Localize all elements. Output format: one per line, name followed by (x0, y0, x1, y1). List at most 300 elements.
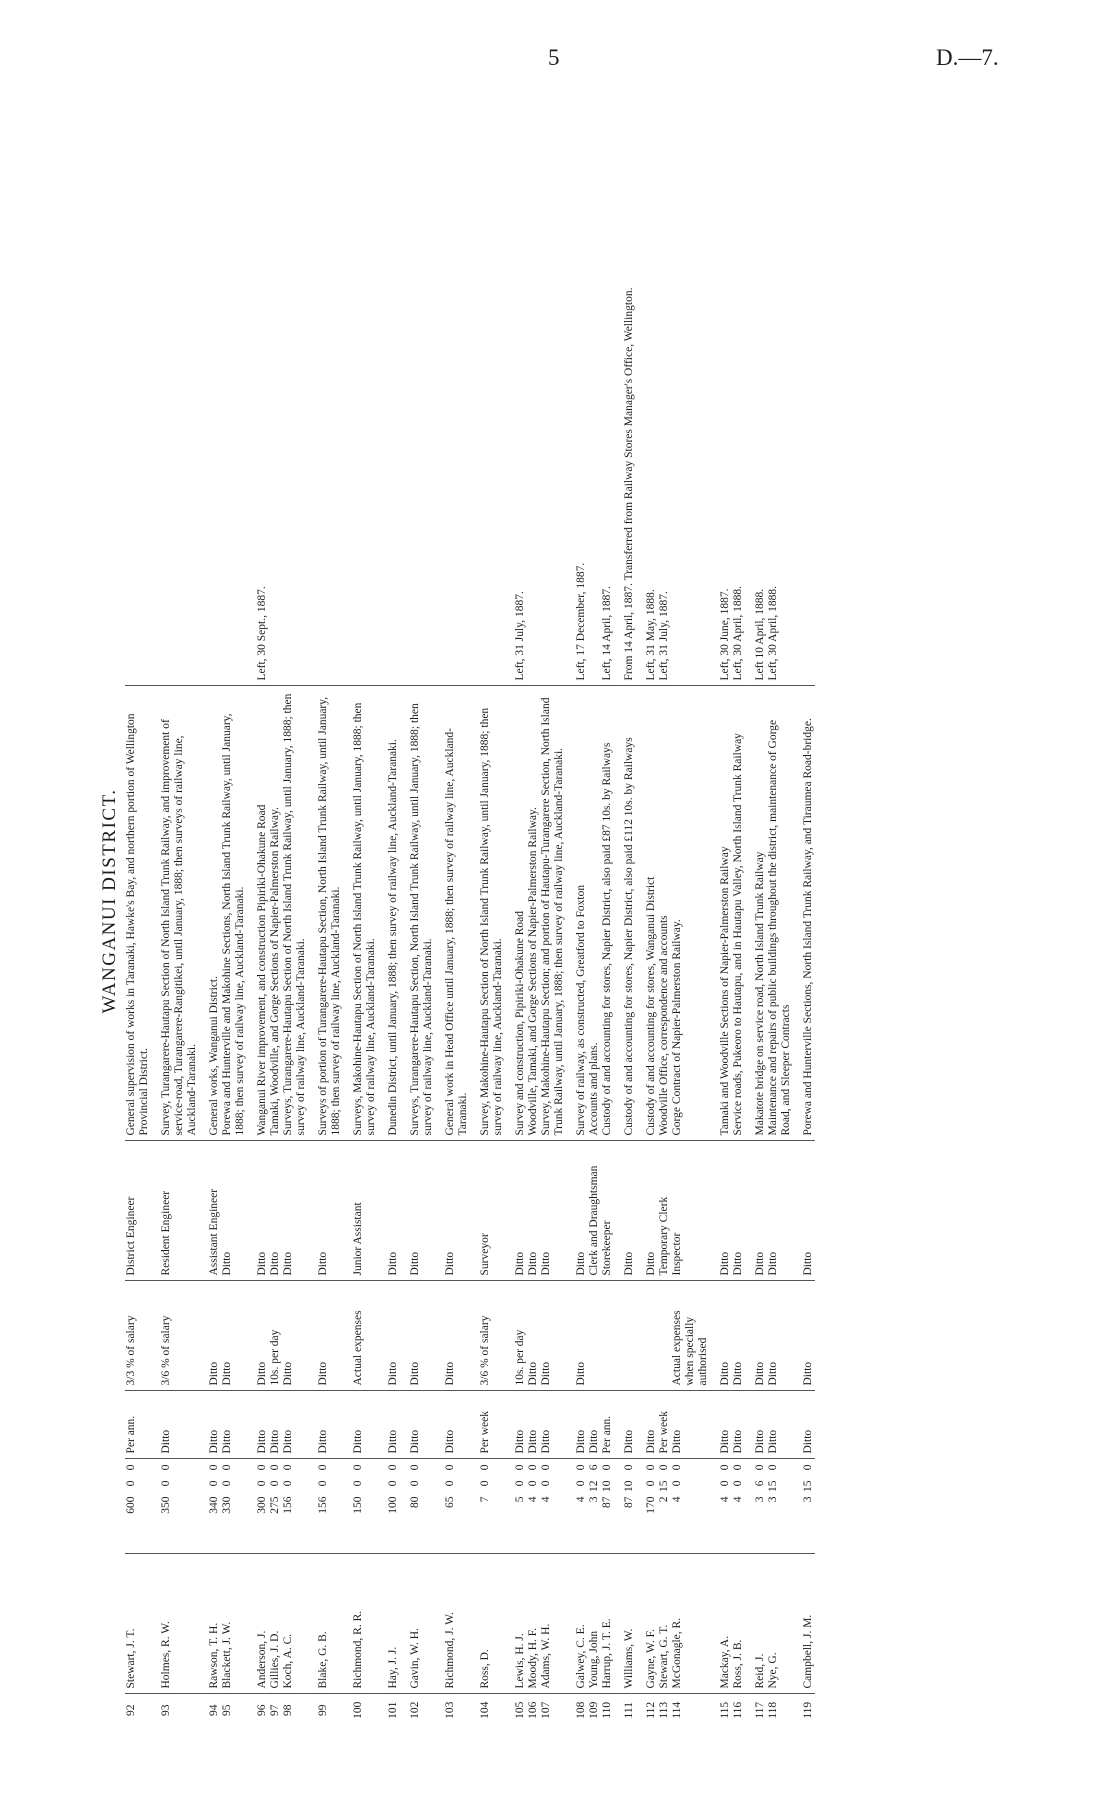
staff-position: Ditto (269, 1141, 282, 1281)
salary-pence: 0 (802, 1464, 814, 1471)
salary-period: Ditto (802, 1391, 815, 1459)
remarks (208, 76, 221, 686)
staff-name: Moody, H. F. (527, 1554, 540, 1694)
staff-name: Richmond, R. R. (352, 1554, 378, 1694)
gap-cell (793, 1391, 802, 1459)
gap-cell (199, 686, 208, 1141)
salary-amount (282, 1459, 308, 1554)
duty-description: Survey, Makohine-Hautapu Section of North Island Trunk Railway, until January, 1888; then survey of railway line, Auckland-Taranaki. (479, 686, 505, 1141)
salary-amount (125, 1459, 151, 1554)
travelling-allowance: Ditto (221, 1281, 247, 1391)
salary-amount (444, 1459, 470, 1554)
salary-period: Ditto (588, 1391, 601, 1459)
gap-cell (614, 1391, 623, 1459)
salary-pence: 0 (479, 1464, 491, 1471)
gap-cell (710, 76, 719, 686)
gap-cell (435, 1554, 444, 1694)
travelling-allowance: Ditto (387, 1281, 400, 1391)
salary-pounds: 3 (588, 1496, 600, 1503)
salary-period: Per week (479, 1391, 505, 1459)
salary-amount (160, 1459, 199, 1554)
gap-cell (400, 76, 409, 686)
salary-amount (575, 1459, 588, 1554)
salary-pounds: 4 (540, 1496, 552, 1503)
salary-shillings: 15 (802, 1480, 814, 1492)
table-row (645, 76, 658, 1726)
salary-period: Ditto (269, 1391, 282, 1459)
duty-description: Surveys, Turangarere-Hautapu Section, North Island Trunk Railway, until January, 1888; then survey of railway line, Auckland-Taranaki. (409, 686, 435, 1141)
staff-name: Richmond, J. W. (444, 1554, 470, 1694)
salary-pounds: 2 (658, 1496, 670, 1503)
gap-cell (505, 1459, 514, 1554)
gap-cell (400, 1141, 409, 1281)
salary-pence: 0 (409, 1464, 421, 1471)
gap-cell (343, 1459, 352, 1554)
salary-shillings: 6 (754, 1480, 766, 1487)
salary-period: Ditto (221, 1391, 247, 1459)
gap-cell (636, 686, 645, 1141)
row-gap (614, 76, 623, 1726)
gap-cell (505, 686, 514, 1141)
gap-cell (793, 686, 802, 1141)
gap-cell (793, 76, 802, 686)
table-row (444, 76, 470, 1726)
staff-name: Adams, W. H. (540, 1554, 566, 1694)
salary-pounds: 350 (160, 1496, 172, 1514)
salary-shillings: 0 (527, 1480, 539, 1487)
salary-amount (208, 1459, 221, 1554)
remarks (160, 76, 199, 686)
remarks (802, 76, 815, 686)
travelling-allowance: Ditto (527, 1281, 540, 1391)
salary-amount (754, 1459, 767, 1554)
gap-cell (247, 1459, 256, 1554)
gap-cell (505, 1694, 514, 1726)
remarks (125, 76, 151, 686)
row-gap (505, 76, 514, 1726)
gap-cell (793, 1141, 802, 1281)
salary-period: Ditto (208, 1391, 221, 1459)
duty-description: Porewa and Hunterville Sections, North Island Trunk Railway, and Tiraumea Road-bridge. (802, 686, 815, 1141)
row-gap (308, 76, 317, 1726)
travelling-allowance: 10s. per day (269, 1281, 282, 1391)
salary-pounds: 340 (208, 1496, 220, 1514)
travelling-allowance: Ditto (754, 1281, 767, 1391)
salary-pounds: 65 (444, 1496, 456, 1508)
duty-description: Survey of railway, as constructed, Greatford to Foxton (575, 686, 588, 1141)
staff-position: Ditto (732, 1141, 745, 1281)
row-number: 92 (125, 1694, 151, 1726)
row-number: 109 (588, 1694, 601, 1726)
staff-name: Hay, J. J. (387, 1554, 400, 1694)
table-row (125, 76, 151, 1726)
gap-cell (199, 1391, 208, 1459)
salary-pence: 6 (588, 1464, 600, 1471)
gap-cell (247, 76, 256, 686)
table-row (352, 76, 378, 1726)
gap-cell (614, 1459, 623, 1554)
salary-period: Ditto (317, 1391, 343, 1459)
salary-pounds: 4 (719, 1496, 731, 1503)
gap-cell (435, 76, 444, 686)
salary-shillings: 0 (575, 1480, 587, 1487)
gap-cell (199, 1694, 208, 1726)
gap-cell (710, 1554, 719, 1694)
row-number: 113 (658, 1694, 671, 1726)
salary-amount (671, 1459, 710, 1554)
salary-shillings: 10 (623, 1480, 635, 1492)
table-row (575, 76, 588, 1726)
gap-cell (566, 1459, 575, 1554)
salary-pounds: 150 (352, 1496, 364, 1514)
gap-cell (308, 1141, 317, 1281)
salary-pounds: 3 (767, 1496, 779, 1503)
salary-amount (256, 1459, 269, 1554)
staff-position: Storekeeper (601, 1141, 614, 1281)
table-row (719, 76, 732, 1726)
staff-name: McGonagle, R. (671, 1554, 710, 1694)
salary-shillings: 0 (221, 1480, 233, 1487)
gap-cell (435, 1459, 444, 1554)
travelling-allowance: Actual expenses (352, 1281, 378, 1391)
travelling-allowance: 3/3 % of salary (125, 1281, 151, 1391)
salary-pence: 0 (540, 1464, 552, 1471)
gap-cell (151, 1281, 160, 1391)
salary-shillings: 0 (160, 1480, 172, 1487)
salary-period: Per ann. (125, 1391, 151, 1459)
gap-cell (343, 76, 352, 686)
duty-description: General work in Head Office until January, 1888; then survey of railway line, Auckland-Taranaki. (444, 686, 470, 1141)
gap-cell (199, 76, 208, 686)
gap-cell (247, 1554, 256, 1694)
duty-description: Wanganui River improvement, and construction Pipiriki-Ohakune Road (256, 686, 269, 1141)
staff-name: Anderson, J. (256, 1554, 269, 1694)
salary-pence: 0 (754, 1464, 766, 1471)
travelling-allowance: Ditto (575, 1281, 588, 1391)
row-number: 102 (409, 1694, 435, 1726)
salary-amount (719, 1459, 732, 1554)
salary-amount (658, 1459, 671, 1554)
gap-cell (505, 76, 514, 686)
row-number: 100 (352, 1694, 378, 1726)
row-number: 107 (540, 1694, 566, 1726)
duty-description: Woodville Office, correspondence and accounts (658, 686, 671, 1141)
staff-position: Ditto (645, 1141, 658, 1281)
row-gap (793, 76, 802, 1726)
salary-shillings: 15 (658, 1480, 670, 1492)
table-row (208, 76, 221, 1726)
table-row (282, 76, 308, 1726)
staff-name: Koch, A. C. (282, 1554, 308, 1694)
salary-pence: 0 (160, 1464, 172, 1471)
duty-description: Surveys of portion of Turangarere-Hautapu Section, North Island Trunk Railway, until January, 1888; then survey of railway line, Auckland-Taranaki. (317, 686, 343, 1141)
row-number: 93 (160, 1694, 199, 1726)
remarks: Left, 31 July, 1887. (514, 591, 526, 681)
page-number: 5 (548, 45, 560, 70)
gap-cell (308, 1391, 317, 1459)
salary-period: Ditto (575, 1391, 588, 1459)
salary-pence: 0 (601, 1464, 613, 1471)
gap-cell (745, 686, 754, 1141)
duty-description: Custody of and accounting for stores, Wanganui District (645, 686, 658, 1141)
gap-cell (400, 1391, 409, 1459)
document-reference: D.—7. (936, 45, 999, 70)
salary-shillings: 0 (540, 1480, 552, 1487)
salary-period: Ditto (387, 1391, 400, 1459)
table-row (387, 76, 400, 1726)
salary-pounds: 4 (732, 1496, 744, 1503)
salary-pounds: 330 (221, 1496, 233, 1514)
gap-cell (308, 1281, 317, 1391)
gap-cell (400, 1281, 409, 1391)
gap-cell (710, 1391, 719, 1459)
gap-cell (614, 1281, 623, 1391)
gap-cell (199, 1281, 208, 1391)
gap-cell (470, 686, 479, 1141)
table-row (754, 76, 767, 1726)
salary-pence: 0 (125, 1464, 137, 1471)
gap-cell (378, 686, 387, 1141)
salary-shillings: 0 (269, 1480, 281, 1487)
gap-cell (247, 1694, 256, 1726)
duty-description: Makatote bridge on service road, North Island Trunk Railway (754, 686, 767, 1141)
gap-cell (247, 1391, 256, 1459)
gap-cell (505, 1141, 514, 1281)
travelling-allowance: Ditto (767, 1281, 793, 1391)
salary-shillings: 0 (317, 1480, 329, 1487)
gap-cell (566, 1281, 575, 1391)
gap-cell (308, 1459, 317, 1554)
staff-name: Stewart, G. T. (658, 1554, 671, 1694)
row-number: 105 (514, 1694, 527, 1726)
salary-period: Ditto (540, 1391, 566, 1459)
salary-pence: 0 (645, 1464, 657, 1471)
row-number: 118 (767, 1694, 793, 1726)
staff-position: Ditto (754, 1141, 767, 1281)
salary-pence: 0 (732, 1464, 744, 1471)
gap-cell (614, 1141, 623, 1281)
remarks: Left, 30 Sept., 1887. (256, 586, 268, 681)
district-title: WANGANUI DISTRICT. (99, 788, 120, 1014)
remarks (527, 76, 540, 686)
gap-cell (566, 1391, 575, 1459)
gap-cell (566, 76, 575, 686)
row-number: 95 (221, 1694, 247, 1726)
gap-cell (505, 1391, 514, 1459)
salary-pounds: 7 (479, 1496, 491, 1503)
salary-pounds: 5 (514, 1496, 526, 1503)
staff-name: Williams, W. (623, 1554, 636, 1694)
row-number: 110 (601, 1694, 614, 1726)
gap-cell (308, 686, 317, 1141)
staff-position: Assistant Engineer (208, 1141, 221, 1281)
gap-cell (566, 686, 575, 1141)
salary-amount (527, 1459, 540, 1554)
gap-cell (710, 1141, 719, 1281)
gap-cell (343, 1554, 352, 1694)
remarks (444, 76, 470, 686)
duty-description: Gorge Contract of Napier-Palmerston Railway. (671, 686, 710, 1141)
salary-pounds: 170 (645, 1496, 657, 1514)
remarks: Left, 31 July, 1887. (658, 591, 670, 681)
gap-cell (400, 1459, 409, 1554)
gap-cell (636, 1554, 645, 1694)
gap-cell (793, 1459, 802, 1554)
salary-pounds: 300 (256, 1496, 268, 1514)
table-row (317, 76, 343, 1726)
remarks (282, 76, 308, 686)
row-gap (247, 76, 256, 1726)
staff-name: Gavin, W. H. (409, 1554, 435, 1694)
duty-description: Tamaki, Woodville, and Gorge Sections of Napier-Palmerston Railway. (269, 686, 282, 1141)
staff-name: Holmes, R. W. (160, 1554, 199, 1694)
salary-amount (802, 1459, 815, 1554)
gap-cell (745, 1694, 754, 1726)
gap-cell (745, 1459, 754, 1554)
table-row (767, 76, 793, 1726)
salary-pounds: 80 (409, 1496, 421, 1508)
table-row (221, 76, 247, 1726)
gap-cell (308, 76, 317, 686)
staff-position: Clerk and Draughtsman (588, 1141, 601, 1281)
gap-cell (793, 1281, 802, 1391)
gap-cell (378, 1391, 387, 1459)
staff-position: Ditto (802, 1141, 815, 1281)
travelling-allowance: Actual expenses when specially authorised (671, 1281, 710, 1391)
staff-name: Stewart, J. T. (125, 1554, 151, 1694)
gap-cell (614, 686, 623, 1141)
remarks (221, 76, 247, 686)
staff-position: Ditto (317, 1141, 343, 1281)
duty-description: Custody of and accounting for stores, Napier District, also paid £112 10s. by Railways (623, 686, 636, 1141)
travelling-allowance: Ditto (732, 1281, 745, 1391)
travelling-allowance: 10s. per day (514, 1281, 527, 1391)
duty-description: General works, Wanganui District. (208, 686, 221, 1141)
gap-cell (247, 1141, 256, 1281)
salary-period: Ditto (623, 1391, 636, 1459)
gap-cell (636, 1694, 645, 1726)
travelling-allowance: 3/6 % of salary (479, 1281, 505, 1391)
gap-cell (400, 1554, 409, 1694)
staff-name: Campbell, J. M. (802, 1554, 815, 1694)
gap-cell (470, 1281, 479, 1391)
salary-pence: 0 (671, 1464, 683, 1471)
duty-description: Survey, Turangarere-Hautapu Section of North Island Trunk Railway, and improvement of service-road, Turangarere-Rangitikei, until January, 1888; then surveys of railway line, Auckland-Taranaki. (160, 686, 199, 1141)
salary-period: Per week (658, 1391, 671, 1459)
duty-description: Accounts and plans. (588, 686, 601, 1141)
duty-description: Tamaki and Woodville Sections of Napier-Palmerston Railway (719, 686, 732, 1141)
salary-pounds: 4 (527, 1496, 539, 1503)
gap-cell (435, 1281, 444, 1391)
travelling-allowance: Ditto (409, 1281, 435, 1391)
salary-amount (409, 1459, 435, 1554)
remarks: From 14 April, 1887. Transferred from Railway Stores Manager's Office, Wellington. (623, 287, 635, 681)
salary-amount (588, 1459, 601, 1554)
gap-cell (247, 686, 256, 1141)
travelling-allowance: Ditto (317, 1281, 343, 1391)
salary-period: Per ann. (601, 1391, 614, 1459)
staff-position: Ditto (514, 1141, 527, 1281)
table-row (269, 76, 282, 1726)
salary-pounds: 4 (671, 1496, 683, 1503)
gap-cell (470, 1141, 479, 1281)
travelling-allowance (645, 1281, 658, 1391)
salary-pence: 0 (387, 1464, 399, 1471)
table-row (540, 76, 566, 1726)
staff-position: Inspector (671, 1141, 710, 1281)
salary-period: Ditto (282, 1391, 308, 1459)
gap-cell (470, 1391, 479, 1459)
row-gap (378, 76, 387, 1726)
gap-cell (400, 686, 409, 1141)
salary-period: Ditto (671, 1391, 710, 1459)
salary-pounds: 87 (601, 1496, 613, 1508)
gap-cell (343, 1281, 352, 1391)
gap-cell (636, 1391, 645, 1459)
salary-pence: 0 (623, 1464, 635, 1471)
salary-period: Ditto (527, 1391, 540, 1459)
staff-name: Young, John (588, 1554, 601, 1694)
travelling-allowance: Ditto (282, 1281, 308, 1391)
staff-name: Lewis, H. J. (514, 1554, 527, 1694)
salary-pounds: 275 (269, 1496, 281, 1514)
gap-cell (566, 1554, 575, 1694)
gap-cell (745, 76, 754, 686)
duty-description: Surveys, Makohine-Hautapu Section of North Island Trunk Railway, until January, 1888; then survey of railway line, Auckland-Taranaki. (352, 686, 378, 1141)
gap-cell (566, 1141, 575, 1281)
staff-position: Ditto (256, 1141, 269, 1281)
table-row (732, 76, 745, 1726)
salary-amount (269, 1459, 282, 1554)
row-gap (745, 76, 754, 1726)
salary-shillings: 0 (125, 1480, 137, 1487)
salary-pence: 0 (444, 1464, 456, 1471)
staff-position: Surveyor (479, 1141, 505, 1281)
salary-shillings: 0 (732, 1480, 744, 1487)
rotated-table-region (95, 76, 1005, 1726)
staff-name: Blake, G. B. (317, 1554, 343, 1694)
salary-amount (352, 1459, 378, 1554)
staff-position: Resident Engineer (160, 1141, 199, 1281)
remarks: Left, 17 December, 1887. (575, 562, 587, 681)
staff-position: Temporary Clerk (658, 1141, 671, 1281)
remarks (409, 76, 435, 686)
staff-table-body (125, 76, 815, 1726)
gap-cell (745, 1281, 754, 1391)
duty-description: Woodville, Tamaki, and Gorge Sections of Napier-Palmerston Railway. (527, 686, 540, 1141)
gap-cell (710, 1694, 719, 1726)
salary-pence: 0 (514, 1464, 526, 1471)
salary-pounds: 156 (282, 1496, 294, 1514)
staff-position: Ditto (444, 1141, 470, 1281)
staff-position: Ditto (387, 1141, 400, 1281)
salary-amount (514, 1459, 527, 1554)
staff-name: Galwey, C. E. (575, 1554, 588, 1694)
gap-cell (308, 1694, 317, 1726)
table-row (160, 76, 199, 1726)
table-row (601, 76, 614, 1726)
staff-name: Gayne, W. F. (645, 1554, 658, 1694)
travelling-allowance (588, 1281, 601, 1391)
salary-shillings: 12 (588, 1480, 600, 1492)
row-gap (199, 76, 208, 1726)
gap-cell (710, 686, 719, 1141)
row-number: 94 (208, 1694, 221, 1726)
gap-cell (378, 1141, 387, 1281)
gap-cell (343, 1141, 352, 1281)
salary-period: Ditto (256, 1391, 269, 1459)
remarks: Left, 30 April, 1888. (767, 585, 779, 681)
